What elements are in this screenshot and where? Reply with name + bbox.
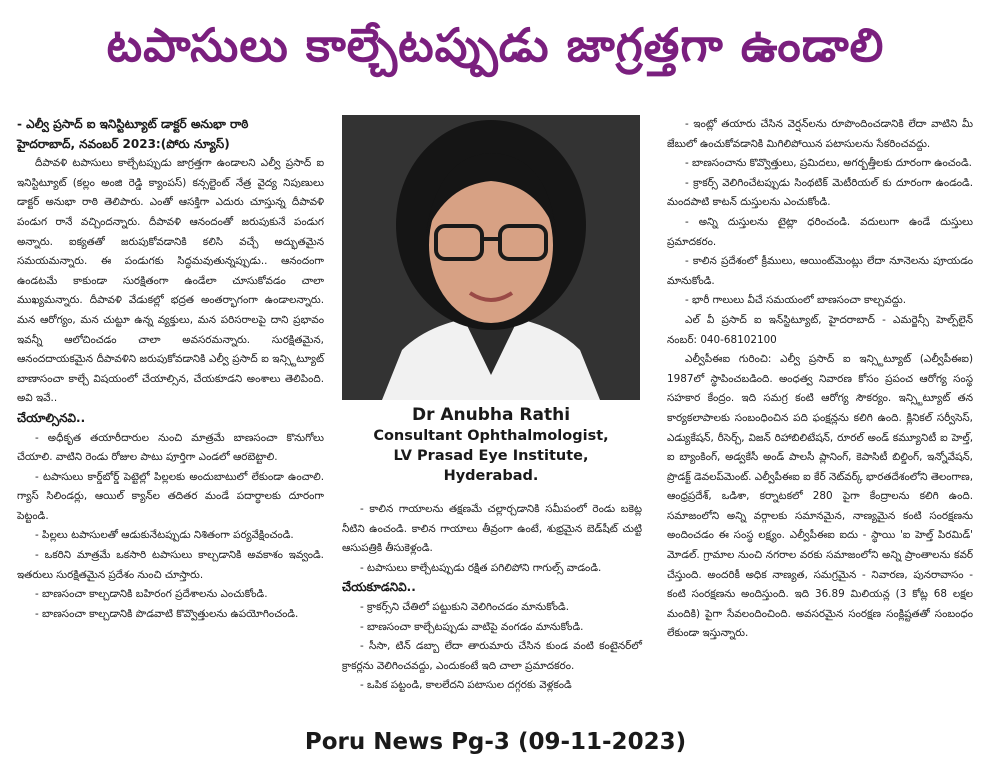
about-paragraph: ఎల్వీపీఈఐ గురించి: ఎల్వీ ప్రసాద్ ఐ ఇన్స్టిట్యూట్ (ఎల్వీపీఈఐ) 1987లో స్థాపించబడింది. అంధత్వ నివారణ కోసం ప్రపంచ ఆరోగ్య సంస్థ సహకార కేంద్రం. ఇది సమగ్ర కంటి ఆరోగ్య సౌకర్యం. ఇన్స్టిట్యూట్ తన కార్యకలాపాలకు సంబంధించిన పది ఫంక్షన్లను కలిగి ఉంది. క్లినికల్ సర్వీసెస్, ఎడ్యుకేషన్, రీసెర్చ్, విజన్ రిహాబిలిటేషన్, రూరల్ అండ్ కమ్యూనిటీ ఐ హెల్త్, ఐ బ్యాంకింగ్, అడ్వకేసీ అండ్ పాలసీ ప్లానింగ్, కెపాసిటీ బిల్డింగ్, ఇన్నోవేషన్, ప్రొడక్ట్ డెవలప్‌మెంట్. ఎల్వీపీఈఐ ఐ కేర్ నెట్‌వర్క్ భారతదేశంలోని తెలంగాణ, ఆంధ్రప్రదేశ్, ఒడిశా, కర్నాటకలో 280 పైగా కేంద్రాలను కలిగి ఉంది. సమాజంలోని అన్ని వర్గాలకు సమానమైన, నాణ్యమైన కంటి సంరక్షణను అందించడం ఈ సంస్థ లక్ష్యం. ఎల్వీపీఈఐ ఐదు - స్థాయి 'ఐ హెల్త్ పిరమిడ్' మోడల్. గ్రామాల నుంచి నగరాల వరకు సమాజంలోని అన్ని ప్రాంతాలను కవర్ చేస్తుంది. అందరికీ అధిక నాణ్యత, సమగ్రమైన - నివారణ, పునరావాసం - కంటి సంరక్షణను అందిస్తుంది. ఇది 36.89 మిలియన్ల (3 కోట్ల 68 లక్షల మందికి) పైగా సేవలందించింది. అవసరమైన సంరక్షణ సంక్లిష్టతతో సంబంధం లేకుండా ఇస్తున్నారు. (667, 353, 973, 640)
article-column-1 (17, 115, 324, 624)
photo-caption (342, 404, 640, 486)
article-column-3 (667, 115, 973, 644)
list-item: - బాణసంచా కాల్చడానికి బహిరంగ ప్రదేశాలను ఎంచుకోండి. (35, 588, 268, 601)
list-item: - ఒకరిని మాత్రమే ఒకసారి టపాసులు కాల్చడానికి అవకాశం ఇవ్వండి. ఇతరులు సురక్షితమైన ప్రదేశం నుంచి చూస్తారు. (17, 549, 324, 581)
list-item: - ఒపిక పట్టండి, కాలలేదని పటాసుల దగ్గరకు వెళ్లకండి (360, 679, 572, 692)
list-item: - సీసా, టిన్ డబ్బా లేదా తారుమారు చేసిన కుండ వంటి కంటైనర్‌లో క్రాకర్లను వెలిగించవద్దు, ఎందుకంటే ఇది చాలా ప్రమాదకరం. (342, 640, 642, 672)
doctor-title: Consultant Ophthalmologist, (373, 428, 609, 444)
list-item: - టపాసులు కార్డ్‌బోర్డ్ పెట్టెల్లో పిల్లలకు అందుబాటులో లేకుండా ఉంచాలి. గ్యాస్ సిలిండర్లు, ఆయిల్ క్యాన్‌ల తదితర మండే పదార్థాలకు దూరంగా పెట్టండి. (17, 470, 324, 522)
list-item: - బాణసంచా కాల్చడానికి పొడవాటి కొవ్వొత్తులను ఉపయోగించండి. (35, 607, 299, 620)
list-item: - కాలిన ప్రదేశంలో క్రీములు, ఆయింట్‌మెంట్లు లేదా నూనెలను పూయడం మానుకోండి. (667, 255, 973, 287)
list-item: - పిల్లలు టపాసులతో ఆడుకునేటప్పుడు నిశితంగా పర్యవేక్షించండి. (35, 529, 294, 542)
list-item: - క్రాకర్స్ వెలిగించేటప్పుడు సింథటిక్ మెటీరియల్ కు దూరంగా ఉండండి. మందపాటి కాటన్ దుస్తులను ఎంచుకోండి. (667, 176, 973, 209)
byline: - ఎల్వీ ప్రసాద్ ఐ ఇనిస్టిట్యూట్ డాక్టర్ అనుభా రాఠి (17, 117, 249, 131)
intro-paragraph: దీపావళి టపాసులు కాల్చేటప్పుడు జాగ్రత్తగా ఉండాలని ఎల్వీ ప్రసాద్ ఐ ఇనిస్టిట్యూట్ (కల్లం అంజి రెడ్డి క్యాంపస్) కన్సల్టెంట్ నేత్ర వైద్య నిపుణులు డాక్టర్ అనుభా రాఠి తెలిపారు. ఎంతో ఆసక్తిగా ఎదురు చూస్తున్న దీపావళి పండుగ రానే వచ్చిందన్నారు. దీపావళి ఆనందంతో జరుపుకునే పండుగ అన్నారు. ఐక్యతతో జరుపుకోవడానికి కలిసి వచ్చే అద్భుతమైన సమయమన్నారు. ఈ పండుగకు సిద్ధమవుతున్నప్పుడు.. ఆనందంగా ఉండటమే కాకుండా సురక్షితంగా ఉండేలా చూసుకోవడం చాలా ముఖ్యమన్నారు. దీపావళి వేడుకల్లో భద్రత అంతర్భాగంగా ఉండాలన్నారు. మన ఆరోగ్యం, మన చుట్టూ ఉన్న వ్యక్తులు, మన పరిసరాలపై దాని ప్రభావం ఇవన్నీ ఆలోచించడం చాలా అవసరమన్నారు. సురక్షితమైన, ఆనందదాయకమైన దీపావళిని జరుపుకోవడానికి ఎల్వీ ప్రసాద్ ఐ ఇన్స్టిట్యూట్ బాణాసంచా కాల్చే విషయంలో చేయాల్సిన, చేయకూడని అంశాలు తెలిపింది. అవి ఇవే.. (17, 157, 324, 405)
doctor-city: Hyderabad. (443, 468, 539, 484)
list-item: - అన్ని దుస్తులను టైట్లా ధరించండి. వదులుగా ఉండే దుస్తులు ప్రమాదకరం. (667, 215, 973, 248)
headline: టపాసులు కాల్చేటప్పుడు జాగ్రత్తగా ఉండాలి (106, 18, 885, 72)
donts-heading: చేయకూడనివి.. (342, 580, 416, 595)
list-item: - అధీకృత తయారీదారుల నుంచి మాత్రమే బాణసంచా కొనుగోలు చేయాలి. వాటిని రెండు రోజుల పాటు పూర్తిగా ఎండలో ఆరబెట్టాలి. (17, 431, 324, 464)
helpline: ఎల్ వీ ప్రసాద్ ఐ ఇన్‌స్టిట్యూట్, హైదరాబాద్ - ఎమర్జెన్సీ హెల్ప్‌లైన్ నంబర్: 040-68102100 (667, 313, 973, 346)
doctor-org: LV Prasad Eye Institute, (393, 448, 589, 464)
list-item: - బాణసంచాను కొవ్వొత్తులు, ప్రమిదలు, అగర్బత్తీలకు దూరంగా ఉంచండి. (685, 157, 972, 170)
list-item: - క్రాకర్స్‌ని చేతిలో పట్టుకుని వెలిగించడం మానుకోండి. (360, 600, 569, 613)
doctor-photo (342, 115, 640, 400)
article-column-2 (342, 500, 642, 696)
paragraph: - కాలిన గాయాలను తక్షణమే చల్లార్చడానికి సమీపంలో రెండు బకెట్ల నీటిని ఉంచండి. కాలిన గాయాలు తీవ్రంగా ఉంటే, శుభ్రమైన బెడ్‌షీట్ చుట్టి ఆసుపత్రికి తీసుకెళ్లండి. (342, 503, 642, 555)
list-item: - ఇంట్లో తయారు చేసిన వెర్షన్‌లను రూపొందించడానికి లేదా వాటిని మీ జేబులో ఉంచుకోవడానికి మిగిలిపోయిన పటాసులను సేకరించవద్దు. (667, 118, 973, 150)
doctor-name: Dr Anubha Rathi (411, 405, 571, 425)
dateline: హైదరాబాద్, నవంబర్ 2023:(పోరు న్యూస్) (17, 136, 230, 151)
list-item: - భారీ గాలులు వీచే సమయంలో బాణసంచా కాల్చవద్దు. (685, 294, 907, 307)
dos-heading: చేయాల్సినవి.. (17, 410, 86, 425)
paragraph: - టపాసులు కాల్చేటప్పుడు రక్షిత పగిలిపోని గాగుల్స్ వాడండి. (360, 561, 602, 574)
source-footer: Poru News Pg-3 (09-11-2023) (304, 729, 687, 755)
list-item: - బాణసంచా కాల్చేటప్పుడు వాటిపై వంగడం మానుకోండి. (360, 620, 584, 633)
doctor-portrait-icon (342, 115, 640, 400)
